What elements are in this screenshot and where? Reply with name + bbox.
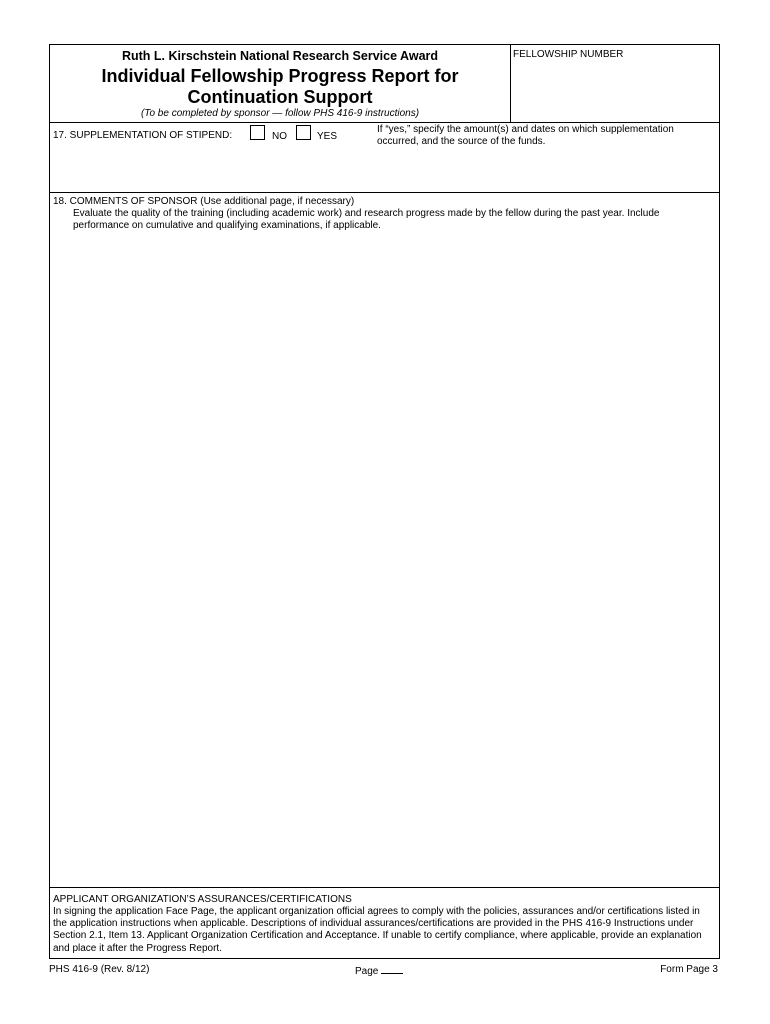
page-number-field xyxy=(355,964,403,977)
assurances-section xyxy=(50,887,719,958)
no-checkbox[interactable] xyxy=(250,125,265,140)
yes-checkbox-label: YES xyxy=(317,131,338,142)
yes-instructions: If “yes,” specify the amount(s) and dates on which supplementation occurred, and the source of the funds. xyxy=(377,124,674,147)
form-title-line2: Continuation Support xyxy=(187,87,373,107)
form-title-block xyxy=(50,45,510,122)
form-id: PHS 416-9 (Rev. 8/12) xyxy=(49,964,150,975)
form-title-line1: Individual Fellowship Progress Report for xyxy=(101,66,459,86)
section-18-sponsor-comments xyxy=(50,192,719,888)
sponsor-note: (To be completed by sponsor — follow PHS 416-9 instructions) xyxy=(140,108,420,119)
page-label: Page xyxy=(355,966,379,977)
form-page-label: Form Page 3 xyxy=(660,964,718,975)
form-header xyxy=(50,45,719,123)
section-17-label: 17. SUPPLEMENTATION OF STIPEND: xyxy=(53,130,233,141)
progress-report-form xyxy=(49,44,720,959)
no-checkbox-label: NO xyxy=(272,131,287,142)
page-number-blank[interactable] xyxy=(381,964,403,974)
header-divider xyxy=(510,45,511,122)
yes-checkbox[interactable] xyxy=(296,125,311,140)
assurances-title: APPLICANT ORGANIZATION’S ASSURANCES/CERTIFICATIONS xyxy=(53,894,352,905)
sponsor-comments-field[interactable] xyxy=(73,236,703,876)
section-18-instructions: Evaluate the quality of the training (including academic work) and research progress made by the fellow during the past year. Include performance on cumulative and qualifying examinations, if applicable. xyxy=(73,208,660,231)
section-17-supplementation xyxy=(50,122,719,193)
assurances-text: In signing the application Face Page, the applicant organization official agrees to comply with the policies, assurances and/or certifications listed in the application instructions when applicable. Descriptions of individual assurances/certifications are provided in the PHS 416-9 Instructions under Section 2.1, Item 13. Applicant Organization Certification and Acceptance. If unable to certify compliance, where applicable, provide an explanation and place it after the Progress Report. xyxy=(53,906,702,954)
fellowship-number-label: FELLOWSHIP NUMBER xyxy=(513,49,624,60)
section-18-label: 18. COMMENTS OF SPONSOR (Use additional page, if necessary) xyxy=(53,196,355,207)
award-name: Ruth L. Kirschstein National Research Service Award xyxy=(121,49,439,63)
